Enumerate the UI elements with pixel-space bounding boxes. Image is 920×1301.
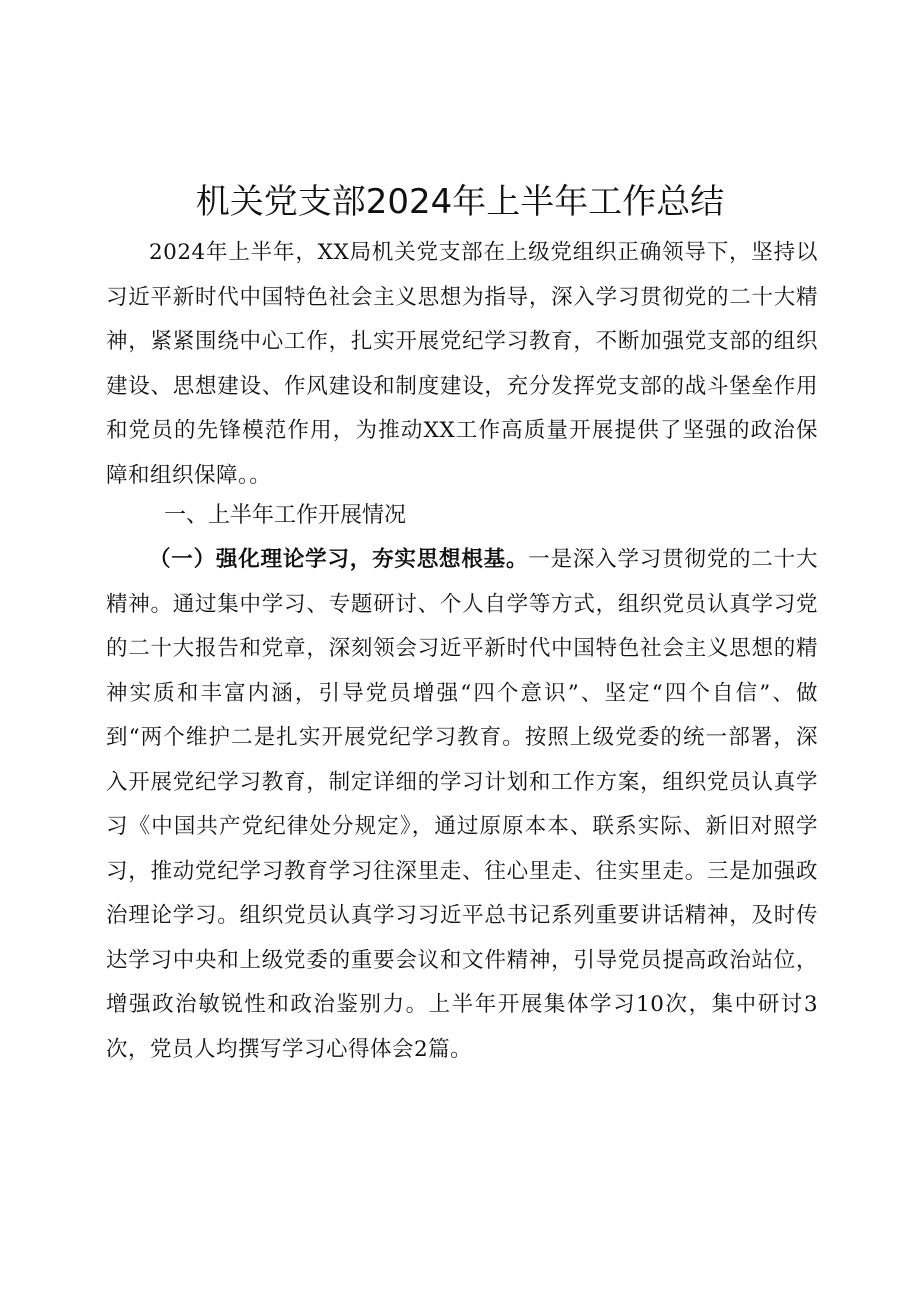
subsection-heading: （一）强化理论学习，夯实思想根基。: [149, 547, 529, 572]
document-title: 机关党支部2024年上半年工作总结: [195, 182, 725, 222]
intro-paragraph: 2024年上半年，XX局机关党支部在上级党组织正确领导下，坚持以习近平新时代中国特色社会主义思想为指导，深入学习贯彻党的二十大精神，紧紧围绕中心工作，扎实开展党纪学习教育，不断加强党支部的组织建设、思想建设、作风建设和制度建设，充分发挥党支部的战斗堡垒作用和党员的先锋模范作用，为推动XX工作高质量开展提供了坚强的政治保障和组织保障。。: [106, 240, 818, 488]
subsection-body: 一是深入学习贯彻党的二十大精神。通过集中学习、专题研讨、个人自学等方式，组织党员认真学习党的二十大报告和党章，深刻领会习近平新时代中国特色社会主义思想的精神实质和丰富内涵，引导党员增强“四个意识”、坚定“四个自信”、做到“两个维护二是扎实开展党纪学习教育。按照上级党委的统一部署，深入开展党纪学习教育，制定详细的学习计划和工作方案，组织党员认真学习《中国共产党纪律处分规定》，通过原原本本、联系实际、新旧对照学习，推动党纪学习教育学习往深里走、往心里走、往实里走。三是加强政治理论学习。组织党员认真学习习近平总书记系列重要讲话精神，及时传达学习中央和上级党委的重要会议和文件精神，引导党员提高政治站位，增强政治敏锐性和政治鉴别力。上半年开展集体学习10次，集中研讨3次，党员人均撰写学习心得体会2篇。: [106, 547, 818, 1062]
section-heading: 一、上半年工作开展情况: [164, 503, 407, 528]
subsection-paragraph: [106, 538, 818, 1072]
